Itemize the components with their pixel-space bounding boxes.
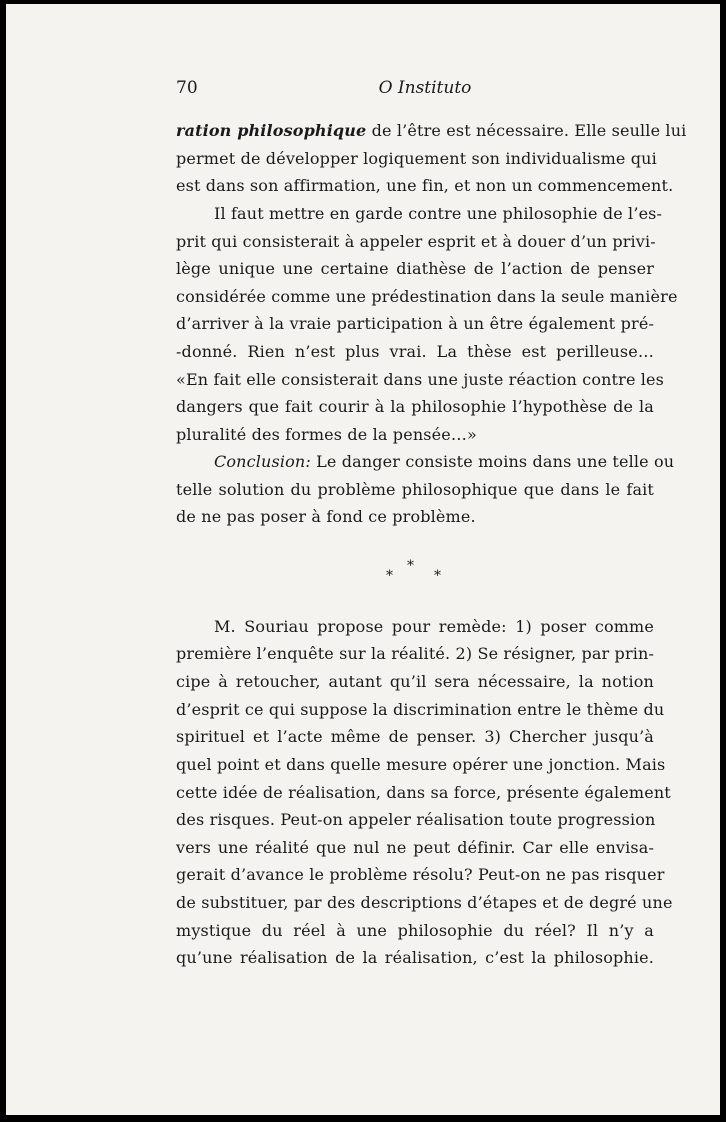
text-line: vers une réalité que nul ne peut définir. Car elle envisa- [176, 838, 654, 857]
running-title: O Instituto [378, 78, 472, 98]
book-page [6, 4, 720, 1115]
text-line: considérée comme une prédestination dans la seule manière [176, 287, 678, 306]
asterism-star: * [407, 558, 414, 574]
text-line: pluralité des formes de la pensée…» [176, 425, 477, 444]
text-line: quel point et dans quelle mesure opérer une jonction. Mais [176, 755, 666, 774]
section-break-asterism [176, 554, 654, 584]
text-line: première l’enquête sur la réalité. 2) Se résigner, par prin- [176, 644, 655, 663]
asterism-star: * [386, 568, 393, 584]
text-line: lège unique une certaine diathèse de l’action de penser [176, 259, 654, 278]
text-line: -donné. Rien n’est plus vrai. La thèse est perilleuse… [176, 342, 654, 361]
emphasis-phrase: ration philosophique [176, 121, 367, 140]
text-fragment: Le danger consiste moins dans une telle ou [316, 452, 675, 471]
text-line: M. Souriau propose pour remède: 1) poser comme [214, 617, 654, 636]
emphasis-phrase: Conclusion: [214, 452, 311, 471]
text-line: cette idée de réalisation, dans sa force, présente également [176, 783, 671, 802]
text-line: mystique du réel à une philosophie du réel? Il n’y a [176, 921, 654, 940]
text-line: prit qui consisterait à appeler esprit et à douer d’un privi- [176, 232, 656, 251]
text-line: «En fait elle consisterait dans une juste réaction contre les [176, 370, 665, 389]
text-line: de substituer, par des descriptions d’étapes et de degré une [176, 893, 673, 912]
page-number: 70 [176, 78, 198, 98]
text-line: permet de développer logiquement son individualisme qui [176, 149, 657, 168]
text-line: est dans son affirmation, une fin, et non un commencement. [176, 176, 674, 195]
text-line: des risques. Peut-on appeler réalisation toute progression [176, 810, 656, 829]
page-header [176, 78, 654, 104]
text-fragment: de l’être est nécessaire. Elle seulle lui [371, 121, 687, 140]
text-line: gerait d’avance le problème résolu? Peut-on ne pas risquer [176, 865, 665, 884]
text-line: telle solution du problème philosophique que dans le fait [176, 480, 654, 499]
text-line: d’arriver à la vraie participation à un être également pré- [176, 314, 654, 333]
text-line: cipe à retoucher, autant qu’il sera nécessaire, la notion [176, 672, 654, 691]
text-line: Il faut mettre en garde contre une philosophie de l’es- [214, 204, 663, 223]
asterism-star: * [434, 568, 441, 584]
text-line [176, 452, 675, 471]
text-line: spirituel et l’acte même de penser. 3) Chercher jusqu’à [176, 727, 654, 746]
text-line: d’esprit ce qui suppose la discrimination entre le thème du [176, 700, 665, 719]
text-line [176, 121, 687, 140]
text-line: qu’une réalisation de la réalisation, c’est la philosophie. [176, 948, 654, 967]
text-line: de ne pas poser à fond ce problème. [176, 507, 476, 526]
text-line: dangers que fait courir à la philosophie l’hypothèse de la [176, 397, 654, 416]
